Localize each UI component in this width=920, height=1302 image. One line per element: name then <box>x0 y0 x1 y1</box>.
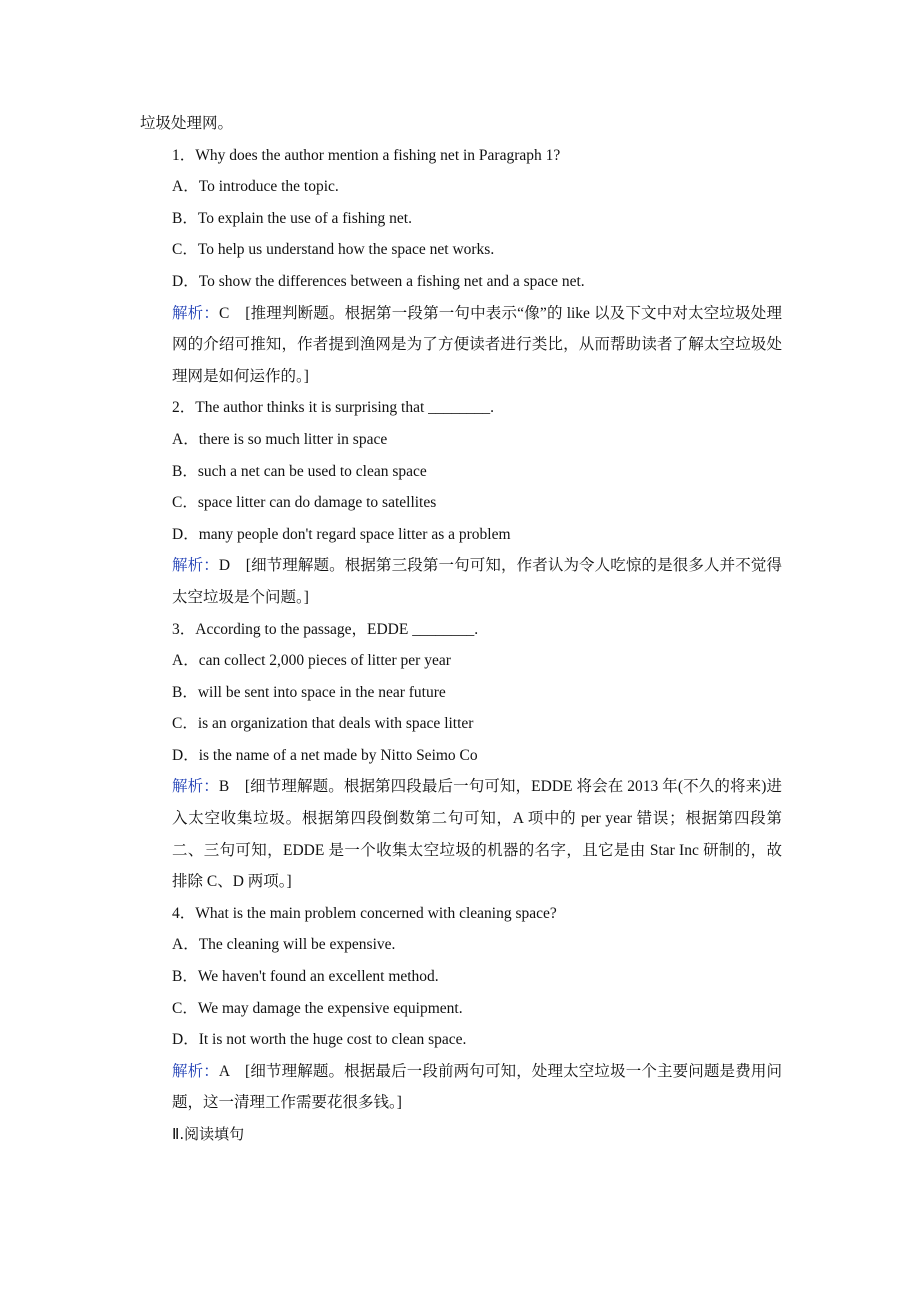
question-stem: 3．According to the passage，EDDE ________. <box>172 620 479 638</box>
question-stem: 1．Why does the author mention a fishing net in Paragraph 1? <box>172 146 561 164</box>
answer-label: 解析： <box>172 778 219 796</box>
question-2 <box>140 392 782 613</box>
option-a: A．The cleaning will be expensive. <box>172 936 396 954</box>
answer-text: B [细节理解题。根据第四段最后一句可知，EDDE 将会在 2013 年(不久的将来)进入太空收集垃圾。根据第四段倒数第二句可知，A 项中的 per year 错误；根据第四段第二、三句可知，EDDE 是一个收集太空垃圾的机器的名字，且它是由 Star Inc 研制的，故排除 C、D 两项。] <box>172 778 782 891</box>
option-b: B．We haven't found an excellent method. <box>172 968 439 986</box>
option-b: B．such a net can be used to clean space <box>172 462 427 480</box>
answer-text: C [推理判断题。根据第一段第一句中表示“像”的 like 以及下文中对太空垃圾处理网的介绍可推知，作者提到渔网是为了方便读者进行类比，从而帮助读者了解太空垃圾处理网是如何运作的。] <box>172 304 782 385</box>
question-stem: 4．What is the main problem concerned with cleaning space? <box>172 904 557 922</box>
question-4 <box>140 898 782 1119</box>
document-page <box>140 108 782 1151</box>
answer-label: 解析： <box>172 1062 219 1080</box>
option-d: D．To show the differences between a fishing net and a space net. <box>172 272 585 290</box>
answer-explanation <box>140 550 782 613</box>
section-heading: Ⅱ.阅读填句 <box>172 1125 245 1143</box>
question-stem: 2．The author thinks it is surprising that ________. <box>172 399 495 417</box>
answer-explanation <box>140 1056 782 1119</box>
question-3 <box>140 614 782 898</box>
answer-label: 解析： <box>172 557 219 575</box>
option-a: A．can collect 2,000 pieces of litter per year <box>172 652 451 670</box>
answer-text: D [细节理解题。根据第三段第一句可知，作者认为令人吃惊的是很多人并不觉得太空垃圾是个问题。] <box>172 557 782 606</box>
option-d: D．many people don't regard space litter as a problem <box>172 525 511 543</box>
answer-label: 解析： <box>172 304 220 322</box>
option-c: C．is an organization that deals with space litter <box>172 715 474 733</box>
option-c: C．To help us understand how the space net works. <box>172 241 495 259</box>
answer-text: A [细节理解题。根据最后一段前两句可知，处理太空垃圾一个主要问题是费用问题，这一清理工作需要花很多钱。] <box>172 1062 782 1112</box>
answer-explanation <box>140 298 782 393</box>
question-1 <box>140 140 782 393</box>
option-a: A．there is so much litter in space <box>172 430 388 448</box>
option-d: D．It is not worth the huge cost to clean space. <box>172 1031 467 1049</box>
option-b: B．will be sent into space in the near future <box>172 683 446 701</box>
option-d: D．is the name of a net made by Nitto Seimo Co <box>172 746 478 764</box>
option-c: C．space litter can do damage to satellites <box>172 494 437 512</box>
intro-tail: 垃圾处理网。 <box>140 115 234 132</box>
answer-explanation <box>140 771 782 897</box>
option-c: C．We may damage the expensive equipment. <box>172 999 463 1017</box>
option-a: A．To introduce the topic. <box>172 178 339 196</box>
option-b: B．To explain the use of a fishing net. <box>172 209 412 227</box>
